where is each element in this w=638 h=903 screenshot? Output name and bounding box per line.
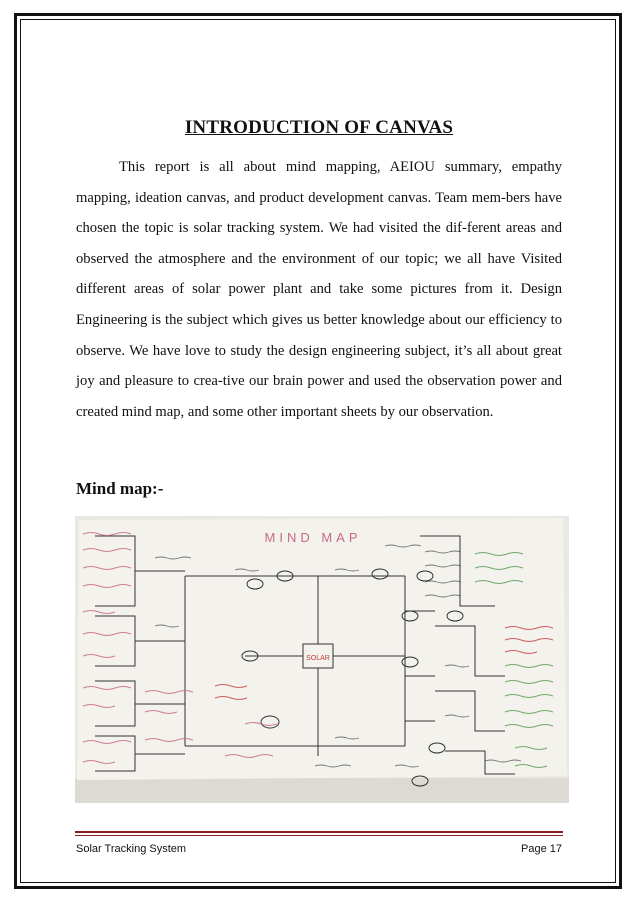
mind-map-heading: Mind map:- (76, 479, 164, 498)
footer-page-number: Page 17 (521, 843, 562, 855)
footer-document-title: Solar Tracking System (76, 843, 187, 855)
mind-map-drawing (75, 516, 569, 803)
mind-map-photo (75, 516, 569, 803)
footer-rule-thin (75, 835, 563, 836)
photo-heading: MIND MAP (264, 530, 362, 545)
photo-center-label: SOLAR (306, 655, 330, 662)
page-title: INTRODUCTION OF CANVAS (184, 117, 454, 138)
footer-rule-thick (75, 831, 563, 833)
intro-paragraph: This report is all about mind mapping, AEIOU summary, empathy mapping, ideation canvas, and product development canvas. Team mem-bers have chosen the topic is solar tracking system. We had visited the dif-ferent areas and observed the atmosphere and the environment of our topic; we all have Visited different areas of solar power plant and take some pictures from it. Design Engineering is the subject which gives us better knowledge about our efficiency to observe. We have love to study the design engineering subject, it’s all about great joy and pleasure to crea-tive our brain power and used the observation power and created mind map, and some other important sheets by our observation. (76, 159, 562, 420)
